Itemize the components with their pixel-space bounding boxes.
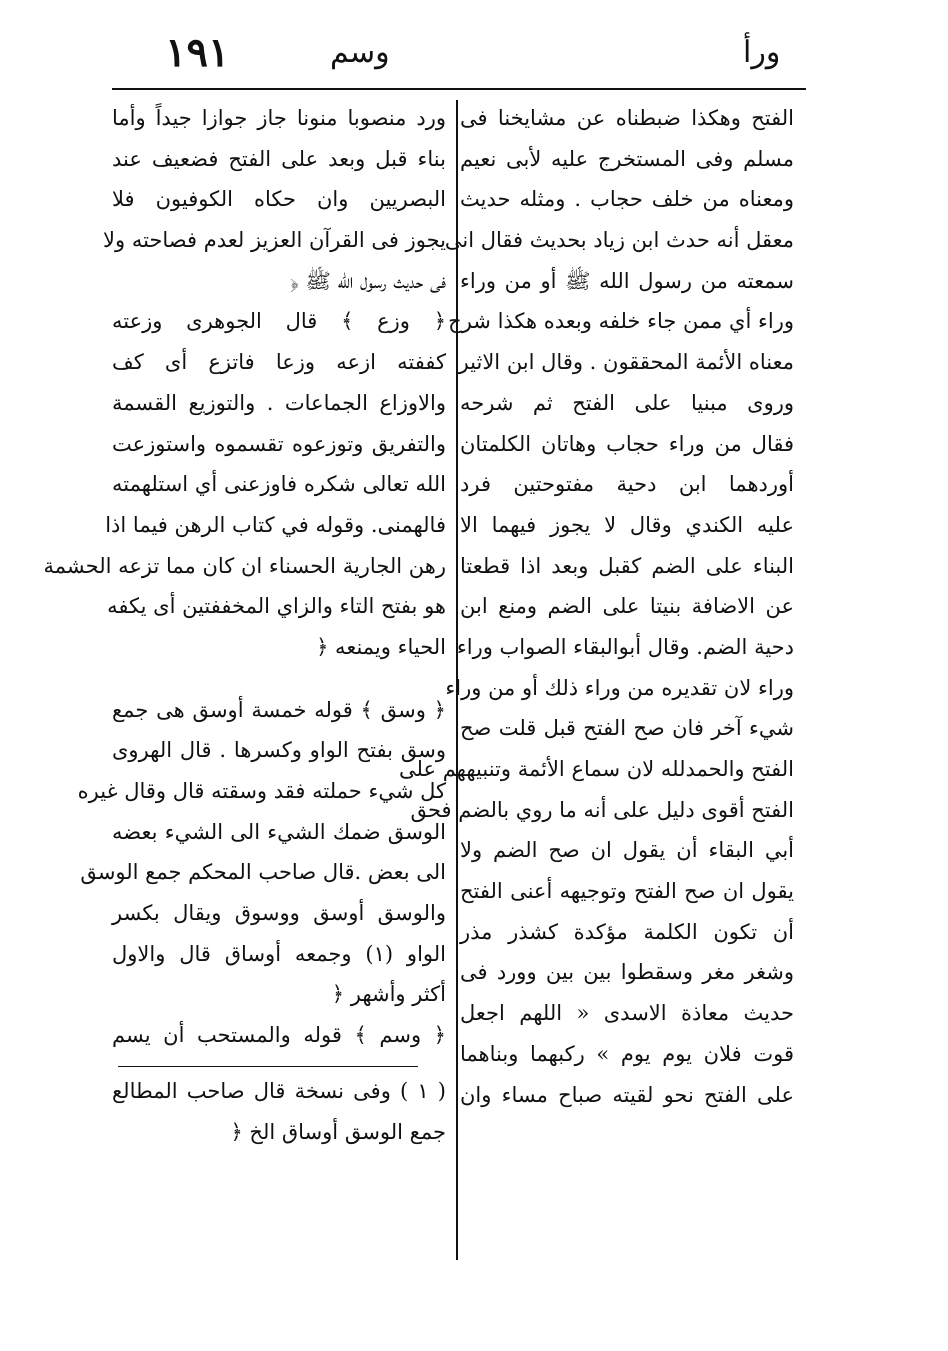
text-line: البصريين وان حكاه الكوفيون فلا xyxy=(112,187,446,212)
text-line: أبي البقاء أن يقول ان صح الضم ولا xyxy=(460,838,794,863)
text-line: والتفريق وتوزعوه تقسموه واستوزعت xyxy=(112,431,446,456)
text-line: حديث معاذة الاسدى « اللهم اجعل xyxy=(460,1001,794,1026)
text-line: أن تكون الكلمة مؤكدة كشذر مذر xyxy=(460,919,794,944)
left-column xyxy=(43,98,446,1152)
text-line: وشغر مغر وسقطوا بين بين وورد فى xyxy=(460,960,794,985)
text-line: أكثر وأشهر ﴿ xyxy=(331,982,446,1007)
paragraph-gap xyxy=(112,668,446,690)
text-line: هو بفتح التاء والزاي المخففتين أى يكفه xyxy=(107,594,446,619)
text-line: فى حديث رسول الله ﷺ ﴿ xyxy=(290,268,446,293)
page-header xyxy=(95,30,855,80)
entry-heading-line: ﴿ وزع ﴾ قال الجوهرى وزعته xyxy=(112,309,446,334)
text-line: أوردهما ابن دحية مفتوحتين فرد xyxy=(460,472,794,497)
footnote-rule xyxy=(118,1066,418,1067)
footnote-line: ( ١ ) وفى نسخة قال صاحب المطالع xyxy=(112,1078,446,1103)
text-line: ومعناه من خلف حجاب . ومثله حديث xyxy=(460,187,794,212)
text-line: الفتح والحمدلله لان سماع الأئمة وتنبيههم على xyxy=(399,757,794,781)
text-line: فالهمنى. وقوله في كتاب الرهن فيما اذا xyxy=(105,512,446,537)
text-line: وروى مبنيا على الفتح ثم شرحه xyxy=(460,390,794,415)
text-line: الحياء ويمنعه ﴿ xyxy=(316,634,446,659)
text-line: كل شيء حملته فقد وسقته قال وقال غيره xyxy=(77,779,446,803)
text-line: على الفتح نحو لقيته صباح مساء وان xyxy=(460,1082,794,1107)
text-line: الواو (١) وجمعه أوساق قال والاول xyxy=(112,941,446,966)
text-line: وراء لان تقديره من وراء ذلك أو من وراء xyxy=(445,675,794,700)
footnote-line: جمع الوسق أوساق الخ ﴿ xyxy=(230,1119,446,1144)
right-column-heading: ورأ xyxy=(743,35,781,70)
text-line: رهن الجارية الحسناء ان كان مما تزعه الحشمة xyxy=(43,553,446,578)
entry-heading-line: ﴿ وسق ﴾ قوله خمسة أوسق هى جمع xyxy=(112,697,446,722)
text-line: وسق بفتح الواو وكسرها . قال الهروى xyxy=(112,738,446,763)
text-line: فقال من وراء حجاب وهاتان الكلمتان xyxy=(460,431,794,456)
text-line: سمعته من رسول الله ﷺ أو من وراء xyxy=(460,268,794,293)
text-line: يقول ان صح الفتح وتوجيهه أعنى الفتح xyxy=(460,879,794,904)
text-line: يجوز فى القرآن العزيز لعدم فصاحته ولا xyxy=(103,228,446,253)
header-rule xyxy=(112,88,806,90)
text-line: الوسق ضمك الشيء الى الشيء بعضه xyxy=(112,819,446,844)
text-line: شيء آخر فان صح الفتح قبل قلت صح xyxy=(460,716,794,741)
text-line: الى بعض .قال صاحب المحكم جمع الوسق xyxy=(80,860,446,885)
text-line: معناه الأئمة المحققون . وقال ابن الاثير xyxy=(458,350,794,375)
text-line: والاوزاع الجماعات . والتوزيع القسمة xyxy=(112,390,446,415)
text-line: قوت فلان يوم يوم » ركبهما وبناهما xyxy=(460,1041,794,1066)
text-line: الله تعالى شكره فاوزعنى أي استلهمته xyxy=(112,472,446,497)
text-line: وراء أي ممن جاء خلفه وبعده هكذا شرح xyxy=(448,309,794,334)
page-number: ١٩١ xyxy=(165,29,230,76)
text-line: عليه الكندي وقال لا يجوز فيهما الا xyxy=(460,512,794,537)
text-line: بناء قبل وبعد على الفتح فضعيف عند xyxy=(112,146,446,171)
text-line: الفتح أقوى دليل على أنه ما روي بالضم فحق xyxy=(410,797,794,822)
text-line: والوسق أوسق ووسوق ويقال بكسر xyxy=(112,901,446,926)
entry-heading-line: ﴿ وسم ﴾ قوله والمستحب أن يسم xyxy=(112,1023,446,1048)
text-line: دحية الضم. وقال أبوالبقاء الصواب وراء xyxy=(456,634,794,659)
text-line: مسلم وفى المستخرج عليه لأبى نعيم xyxy=(460,146,794,171)
right-column xyxy=(399,98,794,1115)
left-column-heading: وسم xyxy=(330,35,390,70)
text-line: معقل أنه حدث ابن زياد بحديث فقال انى xyxy=(444,228,794,253)
text-line: ورد منصوبا منونا جاز جوازا جيداً وأما xyxy=(112,106,446,130)
text-line: عن الاضافة بنيتا على الضم ومنع ابن xyxy=(460,594,794,619)
text-line: الفتح وهكذا ضبطناه عن مشايخنا فى xyxy=(460,106,794,130)
footnote xyxy=(112,1071,446,1152)
text-line: كففته ازعه وزعا فاتزع أى كف xyxy=(112,350,446,375)
text-line: البناء على الضم كقبل وبعد اذا قطعتا xyxy=(460,553,794,578)
